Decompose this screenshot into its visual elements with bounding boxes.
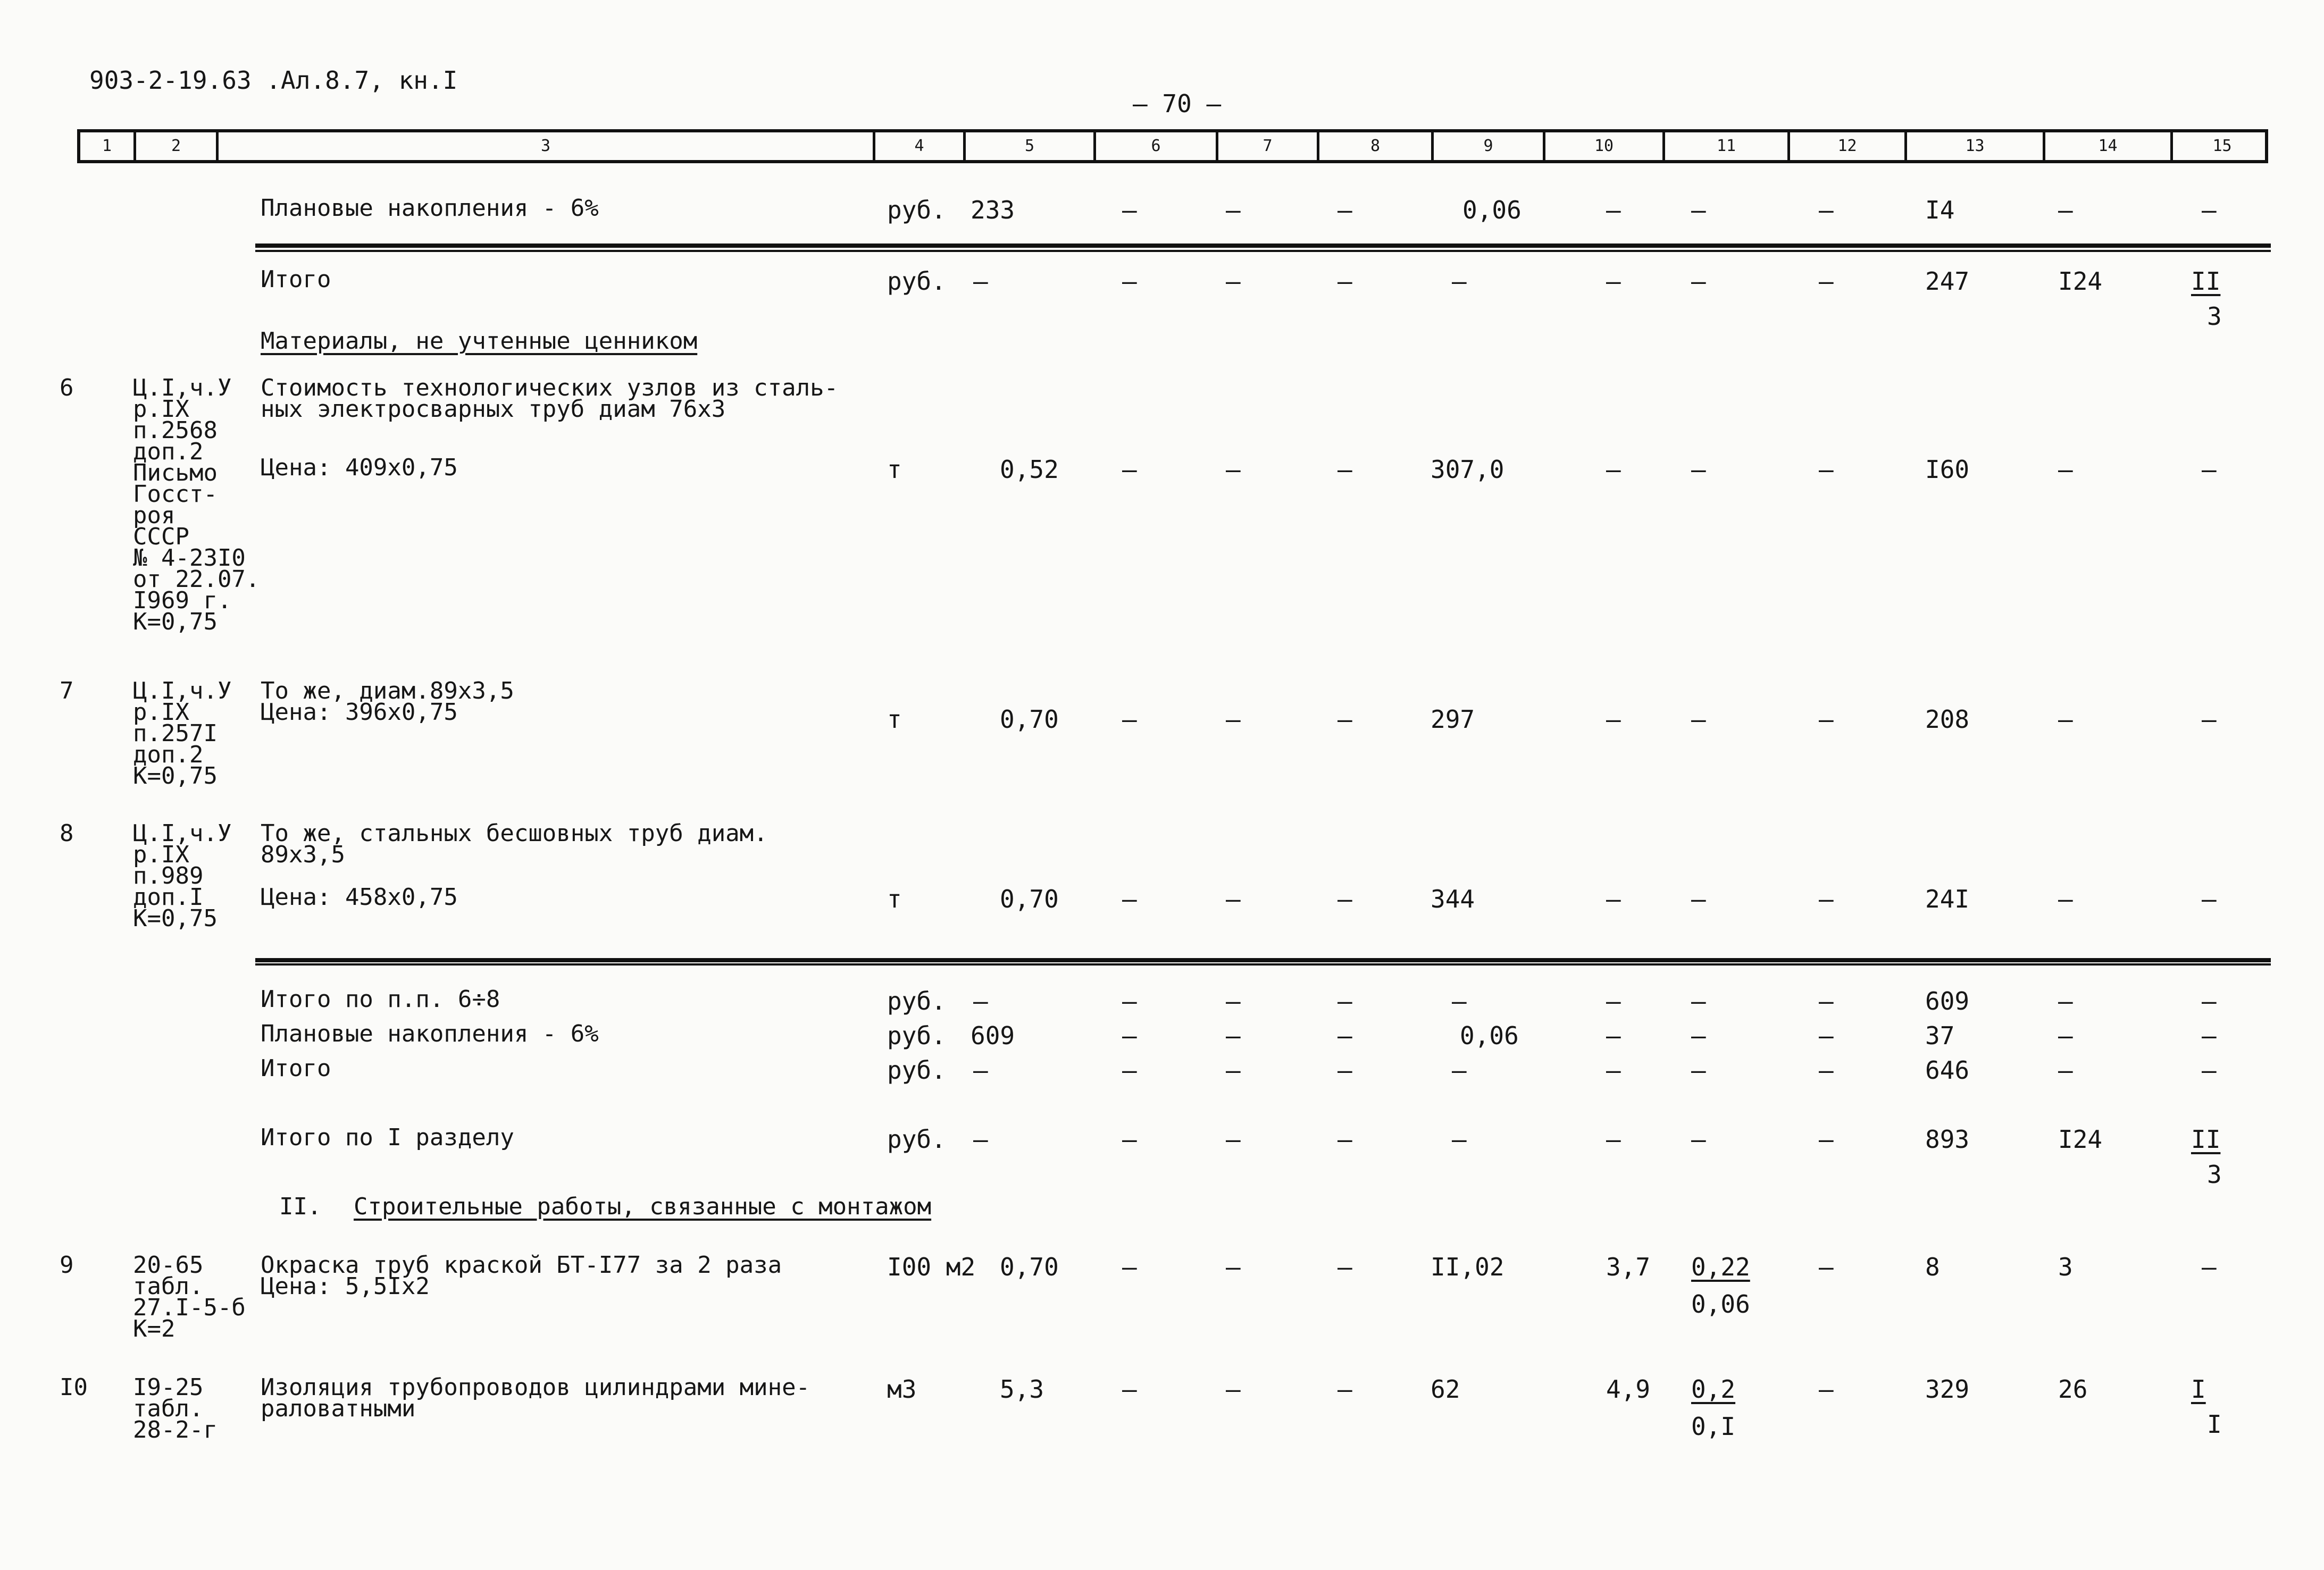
- cell-c14: –: [2058, 455, 2073, 484]
- cell-c5: 0,52: [1000, 455, 1059, 484]
- cell-c7: –: [1226, 455, 1241, 484]
- cell-c14: 26: [2058, 1375, 2088, 1404]
- description-line: Цена: 5,5Iх2: [261, 1273, 430, 1300]
- cell-c5: –: [973, 267, 988, 296]
- description-line: Итого по I разделу: [261, 1124, 514, 1151]
- reference-line: Письмо: [133, 459, 218, 486]
- cell-c7: –: [1226, 987, 1241, 1015]
- header-column-number: 9: [1434, 132, 1545, 160]
- cell-c7: –: [1226, 885, 1241, 913]
- cell-c6: –: [1122, 1375, 1137, 1404]
- reference-line: роя: [133, 502, 175, 529]
- header-column-number: 6: [1096, 132, 1218, 160]
- row-number: 6: [60, 374, 74, 401]
- description-line: Итого по п.п. 6÷8: [261, 986, 500, 1013]
- cell-c11: –: [1691, 455, 1706, 484]
- reference-line: табл.: [133, 1273, 204, 1300]
- cell-c15: –: [2202, 1253, 2217, 1281]
- cell-c7: –: [1226, 196, 1241, 224]
- header-column-number: 1: [80, 132, 136, 160]
- cell-c13: 646: [1925, 1056, 1970, 1085]
- cell-c9: 297: [1431, 705, 1475, 734]
- description-line: Итого: [261, 266, 331, 293]
- reference-line: п.989: [133, 862, 204, 889]
- header-column-number: 2: [136, 132, 219, 160]
- cell-c11: –: [1691, 196, 1706, 224]
- cell-c13: 208: [1925, 705, 1970, 734]
- cell-c6: –: [1122, 885, 1137, 913]
- cell-c14: –: [2058, 1021, 2073, 1050]
- cell-c6: –: [1122, 267, 1137, 296]
- reference-line: Ц.I,ч.У: [133, 820, 232, 847]
- cell-c6: –: [1122, 1125, 1137, 1154]
- cell-c12: –: [1819, 1125, 1834, 1154]
- description-line: Изоляция трубопроводов цилиндрами мине-: [261, 1374, 810, 1401]
- header-column-number: 7: [1218, 132, 1319, 160]
- cell-c4: руб.: [887, 987, 946, 1015]
- cell-c9: II,02: [1431, 1253, 1504, 1281]
- cell-c4: руб.: [887, 1056, 946, 1085]
- header-column-number: 3: [219, 132, 875, 160]
- table-rule: [255, 250, 2271, 252]
- header-column-number: 8: [1319, 132, 1434, 160]
- cell-c8: –: [1337, 196, 1352, 224]
- description-line: Плановые накопления - 6%: [261, 195, 599, 222]
- cell-c10: 4,9: [1606, 1375, 1651, 1404]
- cell-c10: –: [1606, 1021, 1621, 1050]
- fraction-denominator: 0,I: [1691, 1412, 1736, 1441]
- cell-c5: –: [973, 987, 988, 1015]
- cell-c15: –: [2202, 1056, 2217, 1085]
- table-rule: [255, 244, 2271, 248]
- cell-c10: –: [1606, 987, 1621, 1015]
- cell-c13: 24I: [1925, 885, 1970, 913]
- cell-c9: –: [1452, 267, 1467, 296]
- cell-c10: –: [1606, 705, 1621, 734]
- cell-c7: –: [1226, 1375, 1241, 1404]
- cell-c4: м3: [887, 1375, 917, 1404]
- cell-c15: –: [2202, 1021, 2217, 1050]
- cell-c7: –: [1226, 1125, 1241, 1154]
- row-number: I0: [60, 1374, 88, 1401]
- cell-c13: 37: [1925, 1021, 1955, 1050]
- cell-c10: –: [1606, 885, 1621, 913]
- cell-c15: –: [2202, 705, 2217, 734]
- reference-line: I9-25: [133, 1374, 204, 1401]
- description-line: Цена: 396х0,75: [261, 699, 458, 726]
- cell-c11: –: [1691, 705, 1706, 734]
- reference-line: СССР: [133, 523, 189, 550]
- cell-c13: 609: [1925, 987, 1970, 1015]
- cell-c9: 0,06: [1462, 196, 1522, 224]
- cell-c12: –: [1819, 1021, 1834, 1050]
- cell-c14: I24: [2058, 1125, 2103, 1154]
- reference-line: Ц.I,ч.У: [133, 374, 232, 401]
- cell-c12: –: [1819, 455, 1834, 484]
- reference-line: № 4-23I0: [133, 544, 246, 572]
- reference-line: I969 г.: [133, 587, 232, 614]
- cell-c12: –: [1819, 1056, 1834, 1085]
- reference-line: р.IX: [133, 699, 189, 726]
- cell-c6: –: [1122, 987, 1137, 1015]
- cell-c4: т: [887, 455, 902, 484]
- cell-c8: –: [1337, 1253, 1352, 1281]
- cell-c14: –: [2058, 196, 2073, 224]
- column-number-header: [77, 129, 2268, 163]
- cell-c13: I60: [1925, 455, 1970, 484]
- cell-c13: 8: [1925, 1253, 1940, 1281]
- cell-c4: I00 м2: [887, 1253, 976, 1281]
- reference-line: доп.I: [133, 884, 204, 911]
- cell-c8: –: [1337, 455, 1352, 484]
- cell-c15: –: [2202, 987, 2217, 1015]
- cell-c11: –: [1691, 1056, 1706, 1085]
- reference-line: табл.: [133, 1395, 204, 1422]
- cell-c14: I24: [2058, 267, 2103, 296]
- reference-line: 28-2-г: [133, 1416, 218, 1443]
- cell-c5: –: [973, 1056, 988, 1085]
- table-rule: [255, 963, 2271, 965]
- cell-c9: 62: [1431, 1375, 1460, 1404]
- fraction-denominator: 3: [2207, 1160, 2222, 1189]
- cell-c7: –: [1226, 267, 1241, 296]
- cell-c12: –: [1819, 1375, 1834, 1404]
- reference-line: р.IX: [133, 396, 189, 423]
- cell-c11: –: [1691, 987, 1706, 1015]
- cell-c10: –: [1606, 1125, 1621, 1154]
- cell-c14: –: [2058, 705, 2073, 734]
- row-number: 7: [60, 677, 74, 704]
- cell-c15: –: [2202, 455, 2217, 484]
- reference-line: п.2568: [133, 417, 218, 444]
- cell-c13: 893: [1925, 1125, 1970, 1154]
- cell-c8: –: [1337, 1021, 1352, 1050]
- description-line: Плановые накопления - 6%: [261, 1020, 599, 1047]
- cell-c9: –: [1452, 987, 1467, 1015]
- cell-c11: –: [1691, 267, 1706, 296]
- cell-c12: –: [1819, 267, 1834, 296]
- reference-line: Госст-: [133, 481, 218, 508]
- cell-c9: –: [1452, 1056, 1467, 1085]
- cell-c10: –: [1606, 1056, 1621, 1085]
- cell-c7: –: [1226, 1056, 1241, 1085]
- row-number: 9: [60, 1252, 74, 1279]
- cell-c12: –: [1819, 705, 1834, 734]
- reference-line: п.257I: [133, 720, 218, 747]
- table-rule: [255, 958, 2271, 962]
- fraction-denominator: 3: [2207, 302, 2222, 331]
- cell-c10: 3,7: [1606, 1253, 1651, 1281]
- cell-c5: 0,70: [1000, 1253, 1059, 1281]
- cell-c6: –: [1122, 1021, 1137, 1050]
- cell-c15: –: [2202, 196, 2217, 224]
- reference-line: К=2: [133, 1315, 175, 1342]
- reference-line: р.IX: [133, 841, 189, 868]
- fraction-denominator: I: [2207, 1410, 2222, 1439]
- cell-c5: 609: [971, 1021, 1015, 1050]
- reference-line: К=0,75: [133, 608, 218, 635]
- cell-c4: руб.: [887, 1125, 946, 1154]
- document-code: 903-2-19.63 .Ал.8.7, кн.I: [89, 66, 458, 95]
- cell-c5: 5,3: [1000, 1375, 1044, 1404]
- cell-c5: –: [973, 1125, 988, 1154]
- cell-c4: руб.: [887, 196, 946, 224]
- cell-c8: –: [1337, 705, 1352, 734]
- description-line: Стоимость технологических узлов из сталь-: [261, 374, 839, 401]
- cell-c12: –: [1819, 885, 1834, 913]
- cell-c5: 233: [971, 196, 1015, 224]
- description-line: Итого: [261, 1055, 331, 1082]
- cell-c13: 247: [1925, 267, 1970, 296]
- fraction-numerator: I: [2191, 1375, 2206, 1404]
- cell-c9: 344: [1431, 885, 1475, 913]
- cell-c14: –: [2058, 987, 2073, 1015]
- description-line: 89х3,5: [261, 841, 345, 868]
- fraction-numerator: 0,22: [1691, 1253, 1750, 1281]
- header-column-number: 5: [966, 132, 1096, 160]
- cell-c10: –: [1606, 267, 1621, 296]
- cell-c10: –: [1606, 455, 1621, 484]
- cell-c6: –: [1122, 1253, 1137, 1281]
- cell-c8: –: [1337, 1056, 1352, 1085]
- section-number: II.: [279, 1193, 336, 1220]
- cell-c7: –: [1226, 1253, 1241, 1281]
- description-line: Окраска труб краской БТ-I77 за 2 раза: [261, 1252, 782, 1279]
- cell-c6: –: [1122, 455, 1137, 484]
- header-column-number: 13: [1907, 132, 2045, 160]
- cell-c11: –: [1691, 885, 1706, 913]
- cell-c9: –: [1452, 1125, 1467, 1154]
- reference-line: 27.I-5-б: [133, 1294, 246, 1321]
- page-number: — 70 —: [1133, 89, 1222, 118]
- fraction-numerator: 0,2: [1691, 1375, 1736, 1404]
- description-line: То же, диам.89х3,5: [261, 677, 514, 704]
- cell-c8: –: [1337, 1125, 1352, 1154]
- row-number: 8: [60, 820, 74, 847]
- cell-c4: руб.: [887, 267, 946, 296]
- cell-c11: –: [1691, 1125, 1706, 1154]
- cell-c4: т: [887, 705, 902, 734]
- reference-line: Ц.I,ч.У: [133, 677, 232, 704]
- cell-c6: –: [1122, 1056, 1137, 1085]
- cell-c13: I4: [1925, 196, 1955, 224]
- cell-c14: –: [2058, 885, 2073, 913]
- header-column-number: 4: [875, 132, 966, 160]
- header-column-number: 10: [1545, 132, 1665, 160]
- cell-c5: 0,70: [1000, 885, 1059, 913]
- cell-c10: –: [1606, 196, 1621, 224]
- cell-c5: 0,70: [1000, 705, 1059, 734]
- cell-c12: –: [1819, 196, 1834, 224]
- subsection-title: Материалы, не учтенные ценником: [261, 328, 698, 355]
- reference-line: К=0,75: [133, 905, 218, 932]
- cell-c14: 3: [2058, 1253, 2073, 1281]
- reference-line: 20-65: [133, 1252, 204, 1279]
- cell-c9: 307,0: [1431, 455, 1504, 484]
- cell-c6: –: [1122, 196, 1137, 224]
- cell-c12: –: [1819, 987, 1834, 1015]
- fraction-denominator: 0,06: [1691, 1290, 1750, 1319]
- reference-line: К=0,75: [133, 762, 218, 790]
- cell-c11: –: [1691, 1021, 1706, 1050]
- header-column-number: 15: [2212, 137, 2232, 155]
- description-line: То же, стальных бесшовных труб диам.: [261, 820, 768, 847]
- header-column-number: 14: [2045, 132, 2173, 160]
- reference-line: от 22.07.: [133, 566, 260, 593]
- reference-line: доп.2: [133, 741, 204, 768]
- cell-c13: 329: [1925, 1375, 1970, 1404]
- cell-c8: –: [1337, 987, 1352, 1015]
- reference-line: доп.2: [133, 438, 204, 465]
- cell-c4: т: [887, 885, 902, 913]
- cell-c4: руб.: [887, 1021, 946, 1050]
- fraction-numerator: II: [2191, 1125, 2221, 1154]
- price-line: Цена: 409х0,75: [261, 454, 458, 481]
- cell-c14: –: [2058, 1056, 2073, 1085]
- cell-c7: –: [1226, 1021, 1241, 1050]
- cell-c8: –: [1337, 1375, 1352, 1404]
- cell-c7: –: [1226, 705, 1241, 734]
- description-line: ных электросварных труб диам 76х3: [261, 396, 726, 423]
- fraction-numerator: II: [2191, 267, 2221, 296]
- section-title: Строительные работы, связанные с монтажом: [354, 1193, 932, 1220]
- header-column-number: 12: [1790, 132, 1907, 160]
- cell-c12: –: [1819, 1253, 1834, 1281]
- cell-c15: –: [2202, 885, 2217, 913]
- cell-c8: –: [1337, 267, 1352, 296]
- description-line: раловатными: [261, 1395, 416, 1422]
- price-line: Цена: 458х0,75: [261, 884, 458, 911]
- cell-c8: –: [1337, 885, 1352, 913]
- header-column-number: 11: [1665, 132, 1790, 160]
- cell-c9: 0,06: [1460, 1021, 1519, 1050]
- cell-c6: –: [1122, 705, 1137, 734]
